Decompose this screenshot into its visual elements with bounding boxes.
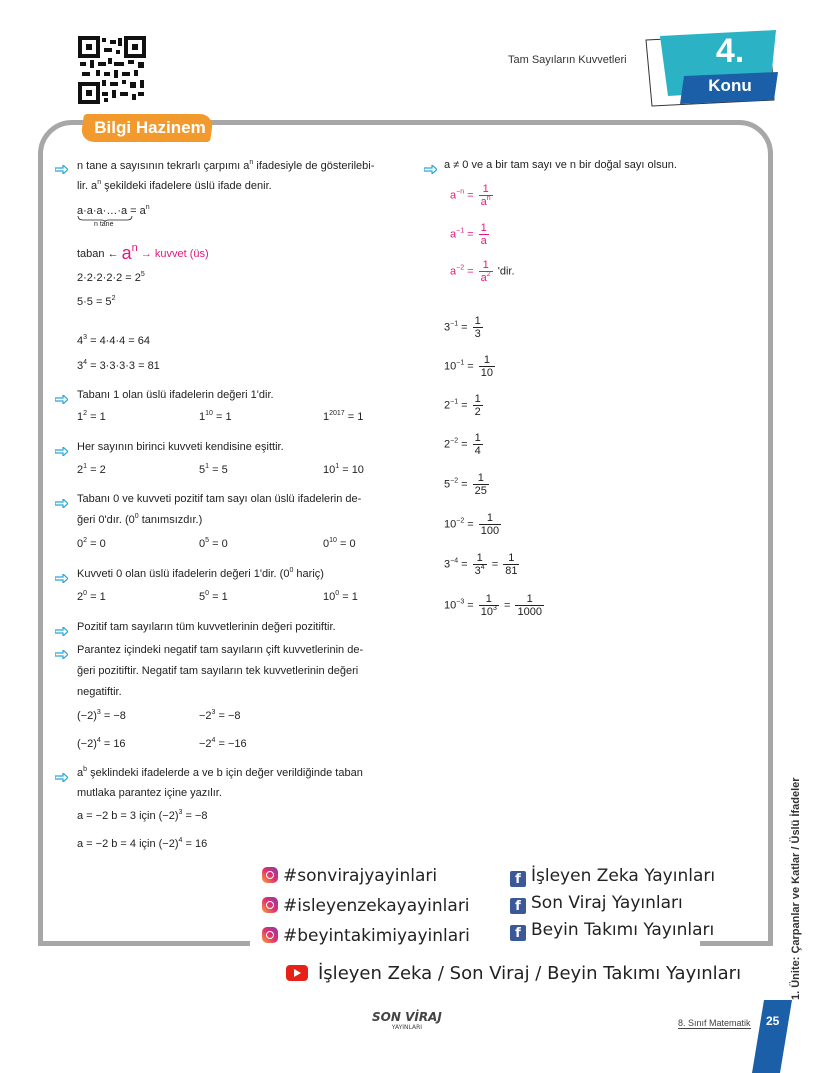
example-row: $(-2)^3 = -8$ — [77, 709, 126, 722]
instagram-link-2[interactable]: #isleyenzekayayinlari — [262, 896, 470, 916]
example-row: $1^2 = 1$ — [77, 410, 106, 423]
rule-base-one: Tabanı 1 olan üslü ifadelerin değeri 1'dir. — [77, 389, 274, 401]
rule-positive: Pozitif tam sayıların tüm kuvvetlerinin değeri pozitiftir. — [77, 621, 336, 633]
example-10-neg-3: $10^{-3}$ = $\frac{1}{10^3}$ = $\frac{1}{1000}$ — [444, 593, 542, 618]
facebook-icon: f — [510, 898, 526, 914]
example-5-neg-2: $5^{-2}$ = $\frac{1}{25}$ — [444, 472, 487, 497]
example-10-neg-1: $10^{-1}$ = $\frac{1}{10}$ — [444, 354, 494, 379]
unit-side-label: 1. Ünite: Çarpanlar ve Katlar / Üslü İfadeler — [790, 777, 802, 1000]
topic-title: Tam Sayıların Kuvvetleri — [508, 54, 627, 66]
example-4-cubed: $4^3 = 4\cdot 4\cdot 4 = 64$ — [77, 334, 151, 347]
b1-line1: n tane a sayısının tekrarlı çarpımı $a^n$ ifadesiyle de gösterilebi- — [77, 159, 375, 172]
youtube-icon — [286, 965, 308, 981]
example-row: a = −2 b = 3 için $(-2)^3 = -8$ — [77, 809, 208, 822]
rule-parentheses-l1: $a^b$ şeklindeki ifadelerde a ve b için değer verildiğinde taban — [77, 766, 363, 779]
n-tane-label: n tane — [94, 221, 114, 228]
arrow-bullet-icon — [55, 623, 68, 641]
topic-number: 4. — [715, 32, 745, 70]
example-row: $0^5 = 0$ — [199, 537, 228, 550]
rule-zero-power: Kuvveti 0 olan üslü ifadelerin değeri 1'dir. ($0^0$ hariç) — [77, 567, 324, 580]
rule-first-power: Her sayının birinci kuvveti kendisine eşittir. — [77, 441, 284, 453]
topic-label: Konu — [708, 76, 752, 95]
rule-base-zero-l1: Tabanı 0 ve kuvveti pozitif tam sayı olan üslü ifadelerin de- — [77, 493, 362, 505]
page-tab — [752, 1000, 792, 1073]
arrow-bullet-icon — [55, 769, 68, 787]
product-definition: a·a·a·…·a = $a^n$ — [77, 204, 150, 217]
rule-base-zero-l2: ğeri 0'dır. ($0^0$ tanımsızdır.) — [77, 513, 203, 526]
instagram-icon — [262, 927, 278, 943]
formula-neg-2: $a^{-2}$ = $\frac{1}{a^2}$ 'dir. — [450, 259, 515, 284]
example-row: $2^1 = 2$ — [77, 463, 106, 476]
example-3-neg-4: $3^{-4}$ = $\frac{1}{3^4}$ = $\frac{1}{81}$ — [444, 552, 518, 577]
instagram-link-3[interactable]: #beyintakimiyayinlari — [262, 926, 470, 946]
rule-negative-l1: Parantez içindeki negatif tam sayıların çift kuvvetlerinin de- — [77, 644, 364, 656]
formula-neg-n: $a^{-n}$ = $\frac{1}{a^n}$ — [450, 183, 491, 208]
example-2-power-5: $2\cdot 2\cdot 2\cdot 2\cdot 2 = 2^5$ — [77, 271, 145, 284]
example-row: $2^0 = 1$ — [77, 590, 106, 603]
facebook-icon: f — [510, 925, 526, 941]
example-row: $-2^4 = -16$ — [199, 737, 247, 750]
example-row: $-2^3 = -8$ — [199, 709, 241, 722]
instagram-icon — [262, 867, 278, 883]
grade-label: 8. Sınıf Matematik — [678, 1018, 751, 1028]
example-2-neg-1: $2^{-1}$ = $\frac{1}{2}$ — [444, 393, 481, 418]
arrow-bullet-icon — [55, 570, 68, 588]
youtube-link[interactable]: İşleyen Zeka / Son Viraj / Beyin Takımı Yayınları — [286, 963, 741, 984]
example-3-neg-1: $3^{-1}$ = $\frac{1}{3}$ — [444, 315, 481, 340]
instagram-icon — [262, 897, 278, 913]
right-intro: a ≠ 0 ve a bir tam sayı ve n bir doğal sayı olsun. — [444, 159, 677, 171]
facebook-link-2[interactable]: f Son Viraj Yayınları — [510, 893, 683, 914]
publisher-logo: SON VİRAJ YAYINLARI — [372, 1010, 442, 1031]
qr-code-icon — [78, 36, 146, 104]
qr-code[interactable] — [78, 36, 146, 104]
example-row: a = −2 b = 4 için $(-2)^4 = 16$ — [77, 837, 208, 850]
example-2-neg-2: $2^{-2}$ = $\frac{1}{4}$ — [444, 432, 481, 457]
rule-negative-l2: ğeri pozitiftir. Negatif tam sayıların tek kuvvetlerinin değeri — [77, 665, 359, 677]
arrow-bullet-icon — [424, 161, 437, 179]
instagram-link-1[interactable]: #sonvirajyayinlari — [262, 866, 437, 886]
arrow-bullet-icon — [55, 161, 68, 179]
example-row: $10^0 = 1$ — [323, 590, 358, 603]
arrow-bullet-icon — [55, 495, 68, 513]
facebook-link-3[interactable]: f Beyin Takımı Yayınları — [510, 920, 714, 941]
example-5-power-2: $5\cdot 5 = 5^2$ — [77, 295, 116, 308]
example-10-neg-2: $10^{-2}$ = $\frac{1}{100}$ — [444, 512, 500, 537]
section-tab-label: Bilgi Hazinem — [94, 118, 206, 137]
example-row: $(-2)^4 = 16$ — [77, 737, 126, 750]
example-3-power-4: $3^4 = 3\cdot 3\cdot 3\cdot 3 = 81$ — [77, 359, 160, 372]
example-row: $5^1 = 5$ — [199, 463, 228, 476]
example-row: $1^{2017} = 1$ — [323, 410, 364, 423]
facebook-link-1[interactable]: f İşleyen Zeka Yayınları — [510, 866, 715, 887]
example-row: $10^1 = 10$ — [323, 463, 364, 476]
example-row: $1^{10} = 1$ — [199, 410, 232, 423]
example-row: $0^2 = 0$ — [77, 537, 106, 550]
facebook-icon: f — [510, 871, 526, 887]
rule-negative-l3: negatiftir. — [77, 686, 122, 698]
arrow-bullet-icon — [55, 646, 68, 664]
example-row: $5^0 = 1$ — [199, 590, 228, 603]
taban-kuvvet: taban ← $a^n$ → kuvvet (üs) — [77, 242, 209, 263]
b1-line2: lir. $a^n$ şekildeki ifadelere üslü ifade denir. — [77, 179, 272, 192]
page-number: 25 — [766, 1014, 780, 1028]
example-row: $0^{10} = 0$ — [323, 537, 356, 550]
rule-parentheses-l2: mutlaka parantez içine yazılır. — [77, 787, 222, 799]
formula-neg-1: $a^{-1}$ = $\frac{1}{a}$ — [450, 222, 487, 247]
arrow-bullet-icon — [55, 391, 68, 409]
arrow-bullet-icon — [55, 443, 68, 461]
